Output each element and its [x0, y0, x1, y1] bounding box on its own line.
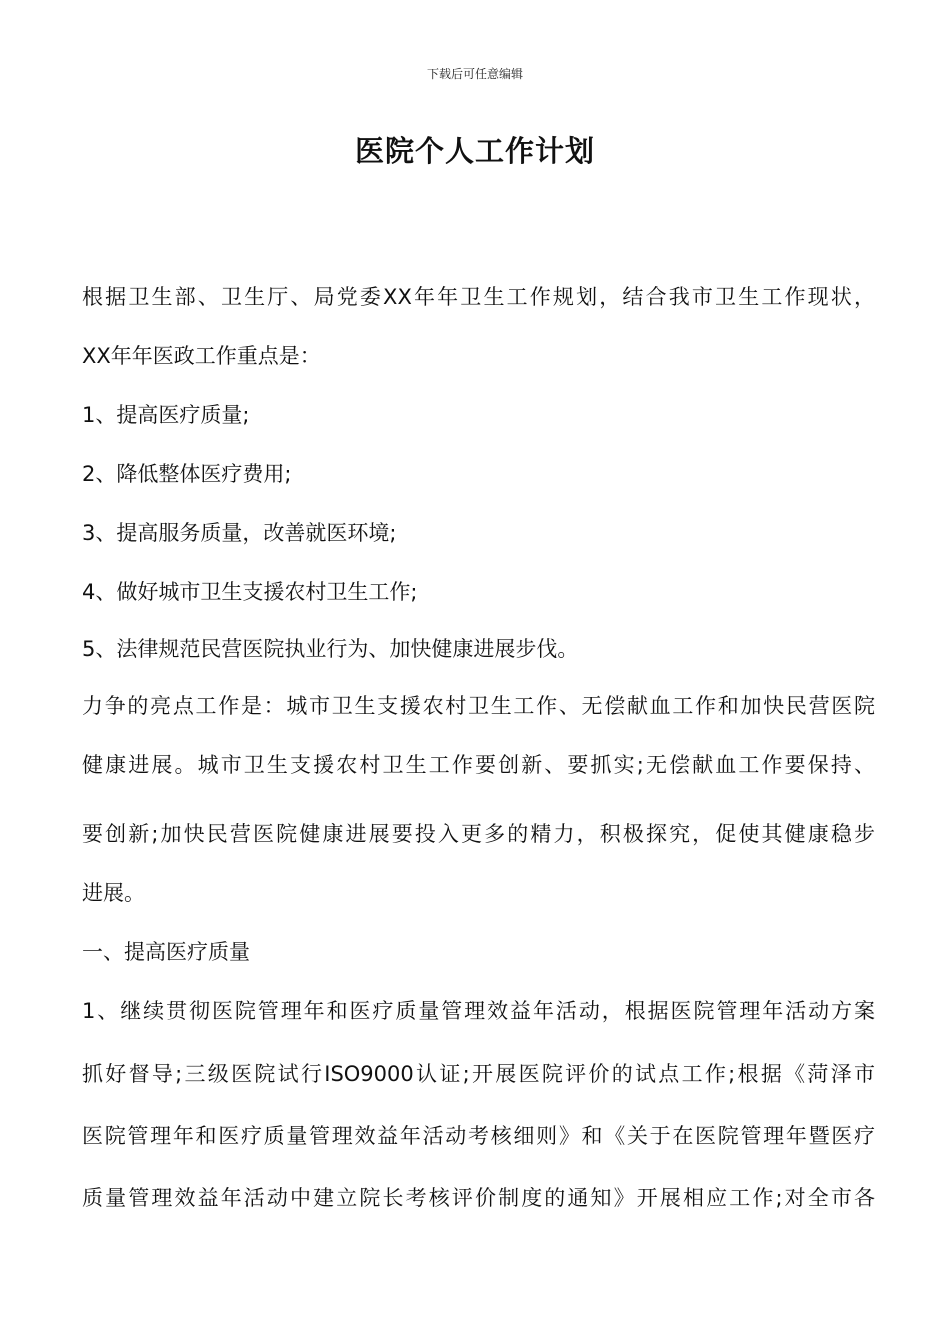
paragraph-line: 进展。 — [82, 881, 145, 905]
list-item: 3、提高服务质量，改善就医环境; — [82, 521, 397, 545]
header-note: 下载后可任意编辑 — [426, 67, 523, 81]
document-title: 医院个人工作计划 — [354, 134, 595, 168]
paragraph-line: 根据卫生部、卫生厅、局党委XX年年卫生工作规划，结合我市卫生工作现状， — [82, 285, 875, 309]
paragraph-line: 要创新;加快民营医院健康进展要投入更多的精力，积极探究，促使其健康稳步 — [82, 822, 875, 846]
list-item: 1、提高医疗质量; — [82, 403, 250, 427]
paragraph-line: 医院管理年和医疗质量管理效益年活动考核细则》和《关于在医院管理年暨医疗 — [82, 1124, 875, 1148]
paragraph-line: 1、继续贯彻医院管理年和医疗质量管理效益年活动，根据医院管理年活动方案 — [82, 999, 875, 1023]
list-item: 5、法律规范民营医院执业行为、加快健康进展步伐。 — [82, 637, 579, 661]
paragraph-line: 抓好督导;三级医院试行ISO9000认证;开展医院评价的试点工作;根据《菏泽市 — [82, 1062, 875, 1086]
paragraph-line: 健康进展。城市卫生支援农村卫生工作要创新、要抓实;无偿献血工作要保持、 — [82, 753, 875, 777]
list-item: 2、降低整体医疗费用; — [82, 462, 292, 486]
section-heading: 一、提高医疗质量 — [82, 940, 250, 964]
paragraph-line: 力争的亮点工作是：城市卫生支援农村卫生工作、无偿献血工作和加快民营医院 — [82, 694, 875, 718]
paragraph-line: 质量管理效益年活动中建立院长考核评价制度的通知》开展相应工作;对全市各 — [82, 1186, 875, 1210]
list-item: 4、做好城市卫生支援农村卫生工作; — [82, 580, 418, 604]
paragraph-line: XX年年医政工作重点是： — [82, 344, 321, 368]
